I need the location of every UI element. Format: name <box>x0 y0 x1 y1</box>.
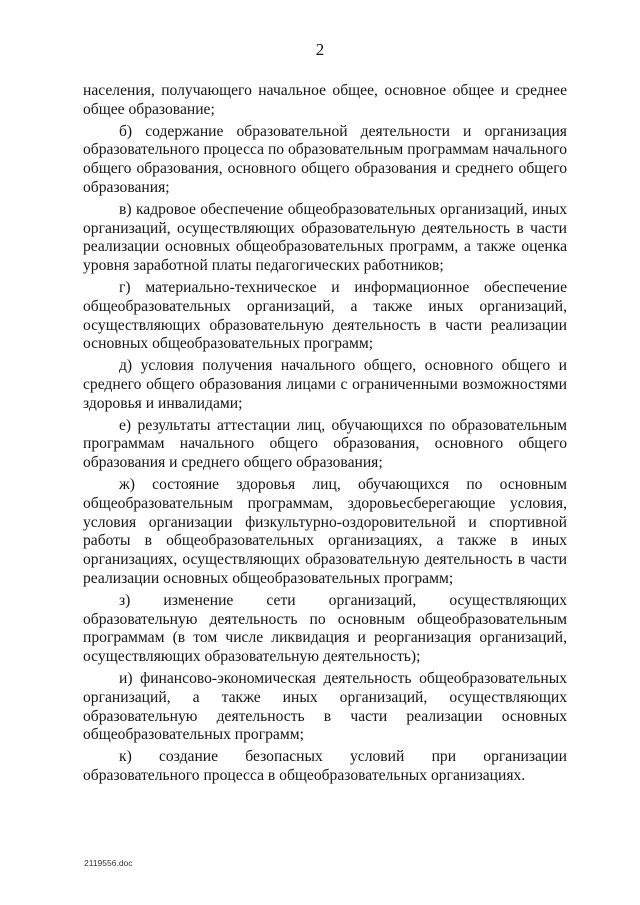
paragraph-item-b: б) содержание образовательной деятельности и организация образовательного процесса по образовательным программам начального общего образования, основного общего образования и среднего общего образования; <box>83 122 567 196</box>
paragraph-item-zh: ж) состояние здоровья лиц, обучающихся по основным общеобразовательным программам, здоровьесберегающие условия, условия организации физкультурно-оздоровительной и спортивной работы в общеобразовательных организациях, а также в иных организациях, осуществляющих образовательную деятельность в части реализации основных общеобразовательных программ; <box>83 475 567 587</box>
paragraph-item-e: е) результаты аттестации лиц, обучающихся по образовательным программам начального общего образования, основного общего образования и среднего общего образования; <box>83 416 567 472</box>
paragraph-continuation: населения, получающего начальное общее, основное общее и среднее общее образование; <box>83 82 567 118</box>
paragraph-item-z: з) изменение сети организаций, осуществляющих образовательную деятельность по основным общеобразовательным программам (в том числе ликвидация и реорганизация организаций, осуществляющих образовательную деятельность); <box>83 591 567 666</box>
paragraph-item-g: г) материально-техническое и информационное обеспечение общеобразовательных организаций, а также иных организаций, осуществляющих образовательную деятельность в части реализации основных общеобразовательных программ; <box>83 278 567 353</box>
paragraph-item-d: д) условия получения начального общего, основного общего и среднего общего образования лицами с ограниченными возможностями здоровья и инвалидами; <box>83 357 567 412</box>
document-body <box>83 82 567 789</box>
paragraph-item-v: в) кадровое обеспечение общеобразовательных организаций, иных организаций, осуществляющих образовательную деятельность в части реализации основных общеобразовательных программ, а также оценка уровня заработной платы педагогических работников; <box>83 200 567 275</box>
paragraph-item-i: и) финансово-экономическая деятельность общеобразовательных организаций, а также иных организаций, осуществляющих образовательную деятельность в части реализации основных общеобразовательных программ; <box>83 669 567 744</box>
footer-filename: 2119556.doc <box>84 858 133 868</box>
paragraph-item-k: к) создание безопасных условий при организации образовательного процесса в общеобразовательных организациях. <box>83 748 567 784</box>
page-number: 2 <box>315 40 325 59</box>
